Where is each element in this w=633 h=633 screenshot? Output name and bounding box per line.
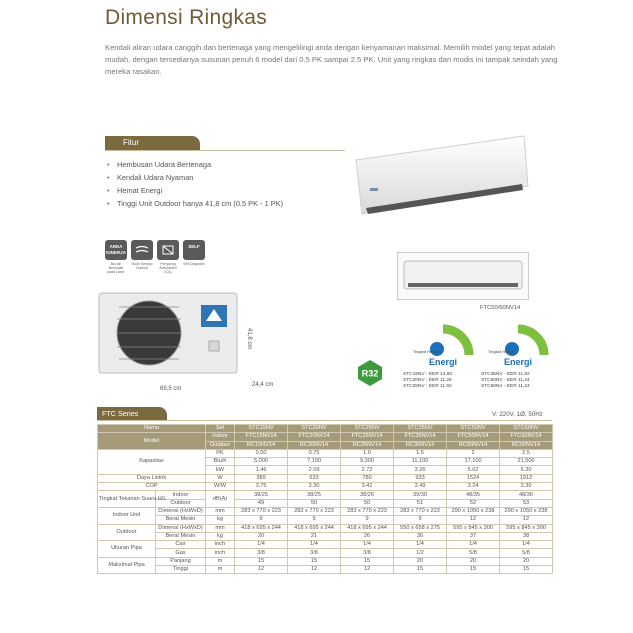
table-cell: 290 x 1050 x 238 [500, 507, 553, 515]
table-cell: Outdoor [98, 524, 156, 541]
table-cell: 3/8 [341, 549, 394, 557]
fitur-item: • Hemat Energi [105, 184, 283, 197]
table-cell: 20 [235, 532, 288, 540]
table-cell: Ukuran Pipa [98, 541, 156, 558]
table-cell: 3.30 [500, 483, 553, 491]
divider [105, 150, 345, 151]
table-cell: 5,000 [235, 458, 288, 466]
eer-item: STC20NV - EER 11,26 [403, 378, 452, 383]
table-cell: 283 x 770 x 223 [394, 507, 447, 515]
table-cell: 1/4 [447, 541, 500, 549]
table-cell: 38/25 [288, 491, 341, 499]
table-cell: 283 x 770 x 223 [288, 507, 341, 515]
dimension-depth: 24,4 cm [252, 382, 274, 388]
table-cell: 15 [447, 566, 500, 574]
table-cell: STC50NV [447, 425, 500, 433]
table-cell: 5/8 [500, 549, 553, 557]
table-cell: 7,100 [288, 458, 341, 466]
table-cell: W/W [206, 483, 235, 491]
table-cell: 30 [394, 532, 447, 540]
r32-badge-icon [356, 359, 384, 387]
airflow-icon [131, 240, 153, 260]
table-cell: W [206, 474, 235, 482]
table-cell: RC35NV14 [394, 441, 447, 449]
page-title: Dimensi Ringkas [105, 6, 268, 29]
table-cell: 595 x 845 x 300 [500, 524, 553, 532]
table-cell: 15 [235, 557, 288, 565]
table-cell: 1912 [500, 474, 553, 482]
table-cell: 11,100 [394, 458, 447, 466]
table-cell: COP [98, 483, 206, 491]
energy-top-label: Tingkat Hemat [413, 349, 439, 354]
feature-badges [105, 240, 205, 274]
table-row [98, 541, 553, 549]
table-cell: 1/2 [394, 549, 447, 557]
table-cell: 26 [341, 532, 394, 540]
table-cell: 933 [394, 474, 447, 482]
table-cell: Nama [98, 425, 206, 433]
table-cell: 1/4 [341, 541, 394, 549]
area-kinerja-icon: AREA KINERJA [105, 240, 127, 260]
table-cell: STC60NV [500, 425, 553, 433]
table-cell: kg [206, 516, 235, 524]
fitur-list [105, 158, 283, 210]
table-cell: Indoor [206, 433, 235, 441]
table-cell: 38/26 [341, 491, 394, 499]
table-cell: RC25NV14 [341, 441, 394, 449]
table-row [98, 524, 553, 532]
table-cell: 1.5 [394, 449, 447, 457]
table-row [98, 549, 553, 557]
dust-filter-badge [157, 240, 179, 274]
table-cell: Berat Mesin [156, 532, 206, 540]
table-cell: m [206, 557, 235, 565]
table-cell: 20 [447, 557, 500, 565]
table-cell: 37 [447, 532, 500, 540]
spec-table [97, 424, 553, 574]
table-cell: 53 [500, 499, 553, 507]
table-cell: inch [206, 541, 235, 549]
table-cell: Berat Mesin [156, 516, 206, 524]
table-cell: 9 [288, 516, 341, 524]
fitur-item: • Kendali Udara Nyaman [105, 171, 283, 184]
table-cell: 12 [341, 566, 394, 574]
outdoor-unit-image [97, 291, 243, 378]
table-cell: 633 [288, 474, 341, 482]
table-cell: 12 [500, 516, 553, 524]
eer-item: STC25NV - EER 11,92 [403, 384, 452, 389]
table-cell: 595 x 845 x 300 [447, 524, 500, 532]
table-cell: 389 [235, 474, 288, 482]
table-cell: Maksimal Pipa [98, 557, 156, 574]
table-cell: 15 [394, 566, 447, 574]
table-cell: PK [206, 449, 235, 457]
table-cell: STC20NV [288, 425, 341, 433]
table-row [98, 483, 553, 491]
badge-caption: Bio-fan Berundak pada Labor [107, 262, 125, 274]
table-row [98, 474, 553, 482]
table-cell: Set [206, 425, 235, 433]
table-cell: 1/4 [235, 541, 288, 549]
table-cell: 1/4 [394, 541, 447, 549]
self-diagnosis-icon: SELF [183, 240, 205, 260]
table-cell: 49 [235, 499, 288, 507]
table-row [98, 491, 553, 499]
dimension-width: 69,5 cm [160, 386, 182, 392]
table-cell: Kapasitas [98, 449, 206, 474]
eer-list-right [481, 372, 530, 390]
power-spec: V: 220V, 1Ø, 50Hz [492, 411, 543, 418]
table-row [98, 507, 553, 515]
indoor-unit-small-image [397, 252, 529, 300]
table-cell: 12 [235, 566, 288, 574]
table-cell: Indoor [156, 491, 206, 499]
eer-item: STC35NV - EER 11,92 [481, 372, 530, 377]
table-cell: 38/25 [235, 491, 288, 499]
table-row [98, 425, 553, 433]
table-cell: STC15NV [235, 425, 288, 433]
badge-caption: Mode Senyap Outdoor [131, 262, 153, 270]
table-cell: Dimensi (HxWxD) [156, 507, 206, 515]
table-cell: FTC20NV14 [288, 433, 341, 441]
table-cell: 20 [394, 557, 447, 565]
table-cell: Gas [156, 549, 206, 557]
badge-caption: Self Diagnosis [183, 262, 205, 266]
table-cell: 48/35 [447, 491, 500, 499]
energy-word: Energi [504, 357, 533, 367]
indoor-model-label: FTC50/60NV14 [480, 305, 521, 311]
eer-list-left [403, 372, 452, 390]
fitur-heading: Fitur [105, 136, 200, 150]
table-cell: RC60NV14 [500, 441, 553, 449]
table-cell: 51 [394, 499, 447, 507]
table-cell: kg [206, 532, 235, 540]
refrigerant-label: R32 [361, 368, 379, 379]
table-cell: Model [98, 433, 206, 450]
table-cell: 2.5 [500, 449, 553, 457]
table-cell: 9 [235, 516, 288, 524]
table-cell: STC25NV [341, 425, 394, 433]
table-cell: 418 x 695 x 244 [288, 524, 341, 532]
series-heading: FTC Series [97, 407, 167, 420]
table-row [98, 433, 553, 441]
table-cell: m [206, 566, 235, 574]
table-cell: 418 x 695 x 244 [235, 524, 288, 532]
airflow-badge [131, 240, 153, 274]
energy-top-label: Tingkat Hemat [488, 349, 514, 354]
table-cell: 1/4 [500, 541, 553, 549]
self-diagnosis-badge [183, 240, 205, 274]
table-cell: 3/8 [235, 549, 288, 557]
table-cell: Cair [156, 541, 206, 549]
indoor-unit-image [352, 130, 532, 214]
table-cell: Daya Listrik [98, 474, 206, 482]
eer-item: STC15NV - EER 12,80 [403, 372, 453, 377]
badge-caption: Penyaring Anti-bakteri (CA) [159, 262, 177, 274]
table-cell: mm [206, 507, 235, 515]
dimension-height: 41,8 cm [246, 328, 252, 350]
eer-item: STC50NV - EER 11,24 [481, 378, 530, 383]
table-cell: RC15NV14 [235, 441, 288, 449]
table-cell: 3.49 [394, 483, 447, 491]
table-cell: 9 [341, 516, 394, 524]
table-cell: Tingkat Tekanan Suara H/L [98, 491, 156, 508]
table-cell: 418 x 695 x 244 [341, 524, 394, 532]
table-cell: 12 [288, 566, 341, 574]
table-cell: FTC15NV14 [235, 433, 288, 441]
table-cell: 9 [394, 516, 447, 524]
table-cell: RC50NV14 [447, 441, 500, 449]
table-cell: inch [206, 549, 235, 557]
description-text: Kendali aliran udara canggih dan bertenaga yang mengelilingi anda dengan kenyamanan maksimal. Memilih model yang tepat adalah mudah, dengan tersedianya susunan penuh 6 model dari 0.5 PK sampai 2.5 PK. Unit yang ringkas dan modis ini tampak seindah yang mereka rasakan. [105, 43, 558, 76]
table-cell: FTC35NV14 [394, 433, 447, 441]
table-cell: 780 [341, 474, 394, 482]
table-cell: 48/36 [500, 491, 553, 499]
table-cell: 2 [447, 449, 500, 457]
table-cell: 2.09 [288, 466, 341, 474]
table-cell: RC20NV14 [288, 441, 341, 449]
table-cell: mm [206, 524, 235, 532]
area-kinerja-badge [105, 240, 127, 274]
table-cell: 17,100 [447, 458, 500, 466]
table-cell: Indoor Unit [98, 507, 156, 524]
eer-item: STC60NV - EER 11,24 [481, 384, 530, 389]
table-cell: 6.30 [500, 466, 553, 474]
table-cell: STC35NV [394, 425, 447, 433]
table-cell: 15 [500, 566, 553, 574]
table-row [98, 532, 553, 540]
table-cell: Panjang [156, 557, 206, 565]
table-cell: Dimensi (HxWxD) [156, 524, 206, 532]
energy-word: Energi [429, 357, 458, 367]
table-cell: 1524 [447, 474, 500, 482]
fitur-item: • Tinggi Unit Outdoor hanya 41,8 cm (0,5 PK - 1 PK) [105, 197, 283, 210]
table-cell: 21 [288, 532, 341, 540]
table-cell: 1.46 [235, 466, 288, 474]
table-row [98, 557, 553, 565]
table-cell: 20 [500, 557, 553, 565]
fitur-item: • Hembusan Udara Bertenaga [105, 158, 283, 171]
table-cell: FTC50NV14 [447, 433, 500, 441]
table-cell: Tinggi [156, 566, 206, 574]
table-cell: 0.75 [288, 449, 341, 457]
table-cell: FTC25NV14 [341, 433, 394, 441]
table-cell: 52 [447, 499, 500, 507]
table-cell: 1/4 [288, 541, 341, 549]
table-cell: kW [206, 466, 235, 474]
table-cell: 9,300 [341, 458, 394, 466]
table-cell: 283 x 770 x 223 [235, 507, 288, 515]
table-cell: 3.75 [235, 483, 288, 491]
table-cell: 50 [341, 499, 394, 507]
table-cell: 2.72 [341, 466, 394, 474]
table-cell: 12 [447, 516, 500, 524]
table-cell: Btu/h [206, 458, 235, 466]
table-row [98, 566, 553, 574]
table-row [98, 516, 553, 524]
table-cell: Outdoor [206, 441, 235, 449]
table-cell: 3/8 [288, 549, 341, 557]
table-cell: 15 [288, 557, 341, 565]
table-cell: 3.26 [394, 466, 447, 474]
table-cell: 38 [500, 532, 553, 540]
table-cell: 5/8 [447, 549, 500, 557]
table-cell: FTC60NV14 [500, 433, 553, 441]
table-cell: 550 x 658 x 275 [394, 524, 447, 532]
table-cell: 15 [341, 557, 394, 565]
table-row [98, 449, 553, 457]
table-cell: 3.41 [341, 483, 394, 491]
table-cell: 39/30 [394, 491, 447, 499]
table-cell: Outdoor [156, 499, 206, 507]
table-cell: 3.30 [288, 483, 341, 491]
table-cell: 5.02 [447, 466, 500, 474]
dust-filter-icon [157, 240, 179, 260]
table-cell: 283 x 770 x 223 [341, 507, 394, 515]
table-cell: 3.24 [447, 483, 500, 491]
table-cell: 290 x 1050 x 238 [447, 507, 500, 515]
table-cell: 21,500 [500, 458, 553, 466]
energy-saving-icon [407, 323, 479, 377]
table-cell: dB(A) [206, 491, 235, 508]
table-cell: 0.50 [235, 449, 288, 457]
table-cell: 1.0 [341, 449, 394, 457]
table-cell: 50 [288, 499, 341, 507]
divider [97, 420, 552, 421]
energy-saving-icon [482, 323, 554, 377]
